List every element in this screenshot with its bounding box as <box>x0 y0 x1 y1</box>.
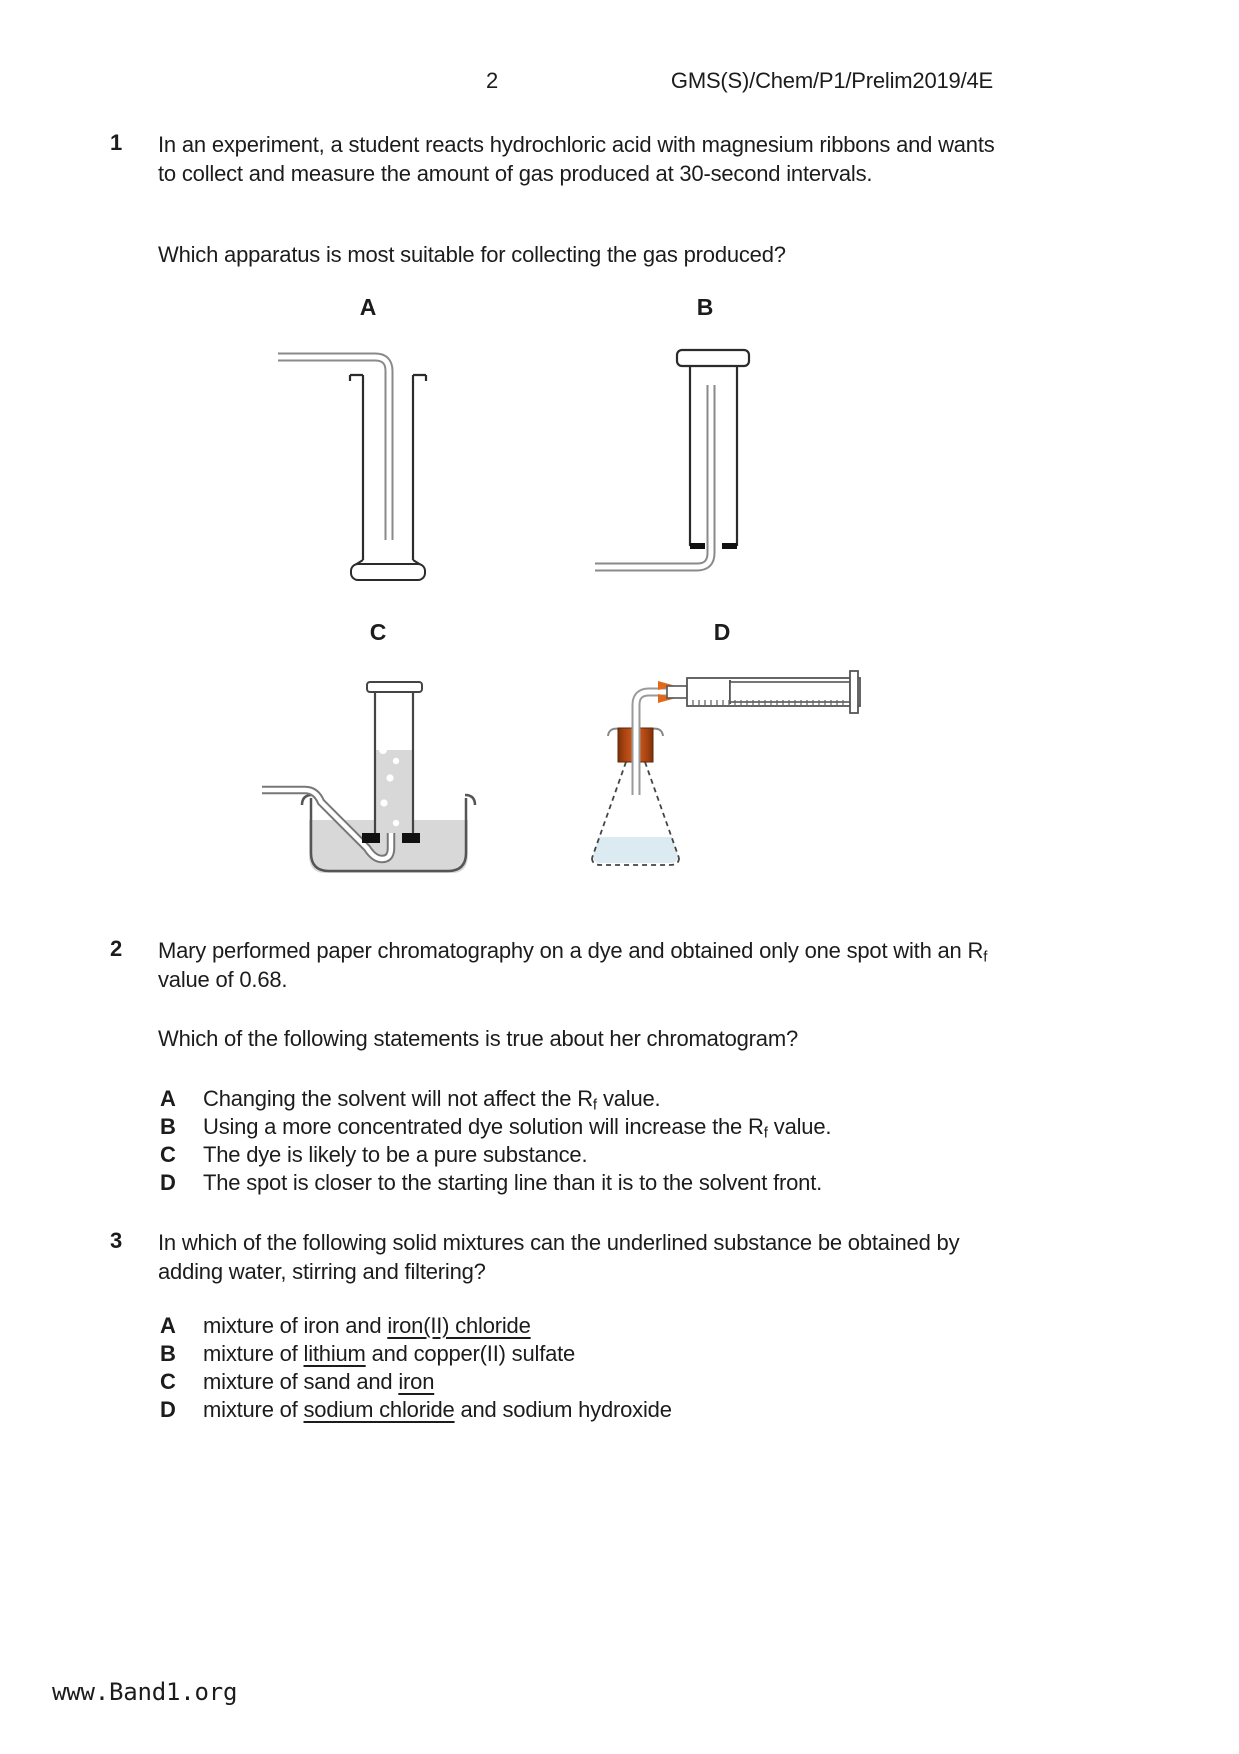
q3-number: 3 <box>110 1228 123 1253</box>
q2-option-a-text: Changing the solvent will not affect the R <box>203 1086 593 1111</box>
q2-option-c-label: C <box>160 1142 176 1167</box>
apparatus-a-diagram-icon <box>258 340 433 585</box>
q3-line-1: In which of the following solid mixtures can the underlined substance be obtained by <box>158 1230 960 1255</box>
q3-option-d-underlined: sodium chloride <box>303 1397 455 1422</box>
q2-option-b-label: B <box>160 1114 176 1139</box>
q3-line-2: adding water, stirring and filtering? <box>158 1259 486 1284</box>
figure-label-c: C <box>369 619 387 645</box>
q3-option-b-underlined: lithium <box>303 1341 366 1366</box>
q2-option-d-text: The spot is closer to the starting line than it is to the solvent front. <box>203 1170 823 1195</box>
q1-prompt: Which apparatus is most suitable for collecting the gas produced? <box>158 242 786 267</box>
q3-option-b-pre: mixture of <box>203 1341 304 1366</box>
q3-option-a <box>160 1313 531 1339</box>
q1-line-1: In an experiment, a student reacts hydrochloric acid with magnesium ribbons and wants <box>158 132 995 157</box>
q3-option-c-underlined: iron <box>398 1369 435 1394</box>
q3-option-c-label: C <box>160 1369 176 1394</box>
q2-prompt: Which of the following statements is true about her chromatogram? <box>158 1026 798 1051</box>
apparatus-b-diagram-icon <box>578 340 763 585</box>
apparatus-d-diagram-icon <box>495 655 875 880</box>
q2-option-a-sub: f <box>592 1096 598 1114</box>
page-number: 2 <box>486 68 499 93</box>
q2-option-b <box>160 1114 831 1141</box>
q3-option-b <box>160 1341 575 1367</box>
q3-option-d-post: and sodium hydroxide <box>454 1397 672 1422</box>
q3-option-a-label: A <box>160 1313 176 1338</box>
q2-option-c <box>160 1142 587 1168</box>
q3-option-b-label: B <box>160 1341 176 1366</box>
q2-option-a-post: value. <box>597 1086 661 1111</box>
q2-option-d <box>160 1170 822 1196</box>
doc-code: GMS(S)/Chem/P1/Prelim2019/4E <box>670 68 993 93</box>
q2-number: 2 <box>110 936 123 961</box>
q3-option-d-pre: mixture of <box>203 1397 304 1422</box>
q3-option-d <box>160 1397 672 1423</box>
q2-option-b-text: Using a more concentrated dye solution will increase the R <box>203 1114 764 1139</box>
figure-label-d: D <box>713 619 731 645</box>
q2-line-2: value of 0.68. <box>158 967 288 992</box>
q2-line-1-text: Mary performed paper chromatography on a dye and obtained only one spot with an R <box>158 938 984 963</box>
q3-option-d-label: D <box>160 1397 176 1422</box>
watermark-url: www.Band1.org <box>52 1678 238 1706</box>
q2-option-a <box>160 1086 660 1113</box>
figure-label-a: A <box>359 294 377 320</box>
q3-option-a-underlined: iron(II) chloride <box>387 1313 531 1338</box>
q1-number: 1 <box>110 130 123 155</box>
q2-rf-subscript: f <box>983 948 988 966</box>
q2-option-d-label: D <box>160 1170 176 1195</box>
figure-label-b: B <box>696 294 714 320</box>
q3-option-c <box>160 1369 434 1395</box>
apparatus-c-diagram-icon <box>250 655 480 885</box>
q3-option-a-pre: mixture of iron and <box>203 1313 388 1338</box>
q2-option-a-label: A <box>160 1086 176 1111</box>
q3-option-c-pre: mixture of sand and <box>203 1369 399 1394</box>
q2-option-b-sub: f <box>763 1124 768 1142</box>
q3-option-b-post: and copper(II) sulfate <box>365 1341 576 1366</box>
q2-option-c-text: The dye is likely to be a pure substance. <box>203 1142 588 1167</box>
q1-line-2: to collect and measure the amount of gas produced at 30-second intervals. <box>158 161 873 186</box>
q2-option-b-post: value. <box>767 1114 832 1139</box>
